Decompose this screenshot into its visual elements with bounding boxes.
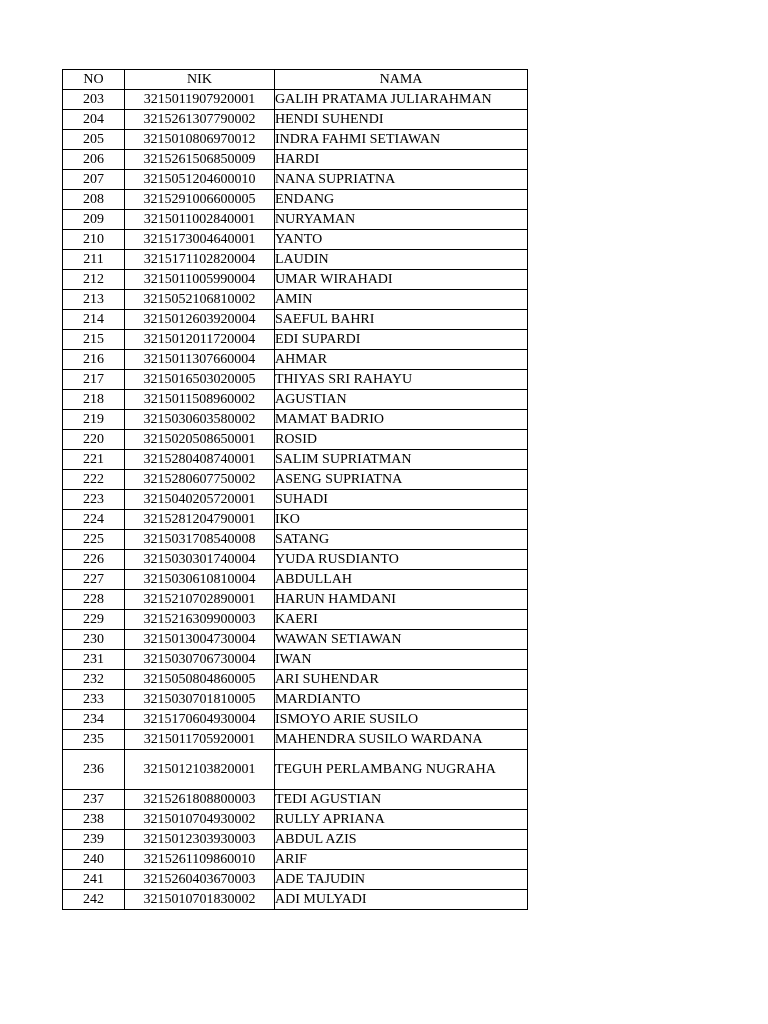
table-row — [63, 850, 528, 870]
table-row — [63, 530, 528, 550]
cell-nik: 3215280408740001 — [125, 450, 275, 470]
cell-no: 210 — [63, 230, 125, 250]
table-row — [63, 170, 528, 190]
table-row — [63, 790, 528, 810]
table-row — [63, 210, 528, 230]
cell-nama: MARDIANTO — [275, 690, 528, 710]
cell-no: 222 — [63, 470, 125, 490]
header-nik: NIK — [125, 70, 275, 90]
cell-nama: SALIM SUPRIATMAN — [275, 450, 528, 470]
cell-nama: HARDI — [275, 150, 528, 170]
table-row — [63, 630, 528, 650]
table-row — [63, 610, 528, 630]
table-row — [63, 890, 528, 910]
cell-nama: ENDANG — [275, 190, 528, 210]
cell-no: 203 — [63, 90, 125, 110]
table-row — [63, 870, 528, 890]
cell-no: 213 — [63, 290, 125, 310]
cell-no: 215 — [63, 330, 125, 350]
cell-nik: 3215010701830002 — [125, 890, 275, 910]
cell-nik: 3215012603920004 — [125, 310, 275, 330]
table-row — [63, 750, 528, 790]
data-table — [62, 69, 528, 910]
cell-nama: EDI SUPARDI — [275, 330, 528, 350]
cell-nama: NANA SUPRIATNA — [275, 170, 528, 190]
cell-nik: 3215051204600010 — [125, 170, 275, 190]
cell-no: 211 — [63, 250, 125, 270]
cell-nik: 3215012103820001 — [125, 750, 275, 790]
table-row — [63, 130, 528, 150]
table-row — [63, 430, 528, 450]
cell-nik: 3215281204790001 — [125, 510, 275, 530]
cell-nama: UMAR WIRAHADI — [275, 270, 528, 290]
cell-nik: 3215011907920001 — [125, 90, 275, 110]
table-row — [63, 310, 528, 330]
table-row — [63, 410, 528, 430]
cell-nama: ROSID — [275, 430, 528, 450]
cell-nik: 3215030706730004 — [125, 650, 275, 670]
cell-nama: ADI MULYADI — [275, 890, 528, 910]
table-row — [63, 250, 528, 270]
cell-nama: WAWAN SETIAWAN — [275, 630, 528, 650]
cell-nik: 3215040205720001 — [125, 490, 275, 510]
cell-nik: 3215173004640001 — [125, 230, 275, 250]
table-row — [63, 570, 528, 590]
cell-no: 220 — [63, 430, 125, 450]
cell-nik: 3215050804860005 — [125, 670, 275, 690]
cell-no: 234 — [63, 710, 125, 730]
cell-nama: AHMAR — [275, 350, 528, 370]
cell-no: 214 — [63, 310, 125, 330]
cell-nama: GALIH PRATAMA JULIARAHMAN — [275, 90, 528, 110]
cell-no: 207 — [63, 170, 125, 190]
cell-nik: 3215030603580002 — [125, 410, 275, 430]
cell-nik: 3215013004730004 — [125, 630, 275, 650]
cell-nik: 3215261808800003 — [125, 790, 275, 810]
cell-nik: 3215291006600005 — [125, 190, 275, 210]
table-row — [63, 110, 528, 130]
table-row — [63, 550, 528, 570]
cell-no: 205 — [63, 130, 125, 150]
table-row — [63, 330, 528, 350]
cell-nama: AMIN — [275, 290, 528, 310]
table-row — [63, 290, 528, 310]
cell-no: 238 — [63, 810, 125, 830]
cell-nik: 3215170604930004 — [125, 710, 275, 730]
table-row — [63, 510, 528, 530]
cell-nama: YANTO — [275, 230, 528, 250]
cell-nik: 3215010704930002 — [125, 810, 275, 830]
cell-no: 218 — [63, 390, 125, 410]
header-no: NO — [63, 70, 125, 90]
table-row — [63, 670, 528, 690]
cell-nama: ARIF — [275, 850, 528, 870]
cell-nik: 3215012011720004 — [125, 330, 275, 350]
cell-no: 219 — [63, 410, 125, 430]
cell-nik: 3215011002840001 — [125, 210, 275, 230]
table-header — [63, 70, 528, 90]
cell-nik: 3215261506850009 — [125, 150, 275, 170]
table-row — [63, 450, 528, 470]
cell-no: 227 — [63, 570, 125, 590]
cell-no: 231 — [63, 650, 125, 670]
table-row — [63, 190, 528, 210]
cell-no: 237 — [63, 790, 125, 810]
cell-nama: ABDUL AZIS — [275, 830, 528, 850]
cell-nama: MAHENDRA SUSILO WARDANA — [275, 730, 528, 750]
cell-nama: LAUDIN — [275, 250, 528, 270]
header-nama: NAMA — [275, 70, 528, 90]
cell-nama: HARUN HAMDANI — [275, 590, 528, 610]
cell-nik: 3215020508650001 — [125, 430, 275, 450]
table-row — [63, 230, 528, 250]
table-row — [63, 350, 528, 370]
cell-nama: ISMOYO ARIE SUSILO — [275, 710, 528, 730]
cell-no: 228 — [63, 590, 125, 610]
cell-nama: KAERI — [275, 610, 528, 630]
cell-nik: 3215011307660004 — [125, 350, 275, 370]
cell-nik: 3215031708540008 — [125, 530, 275, 550]
cell-nama: ADE TAJUDIN — [275, 870, 528, 890]
cell-nik: 3215011005990004 — [125, 270, 275, 290]
table-row — [63, 710, 528, 730]
cell-nik: 3215012303930003 — [125, 830, 275, 850]
cell-no: 236 — [63, 750, 125, 790]
cell-no: 239 — [63, 830, 125, 850]
cell-nik: 3215030701810005 — [125, 690, 275, 710]
cell-no: 235 — [63, 730, 125, 750]
cell-no: 217 — [63, 370, 125, 390]
cell-nama: IKO — [275, 510, 528, 530]
table-row — [63, 730, 528, 750]
cell-nama: TEDI AGUSTIAN — [275, 790, 528, 810]
cell-nama: AGUSTIAN — [275, 390, 528, 410]
cell-nik: 3215260403670003 — [125, 870, 275, 890]
table-row — [63, 590, 528, 610]
cell-nik: 3215030610810004 — [125, 570, 275, 590]
cell-nama: ASENG SUPRIATNA — [275, 470, 528, 490]
cell-no: 206 — [63, 150, 125, 170]
cell-nama: INDRA FAHMI SETIAWAN — [275, 130, 528, 150]
table-row — [63, 810, 528, 830]
cell-no: 229 — [63, 610, 125, 630]
cell-nik: 3215011508960002 — [125, 390, 275, 410]
cell-no: 225 — [63, 530, 125, 550]
cell-nik: 3215030301740004 — [125, 550, 275, 570]
cell-nik: 3215261307790002 — [125, 110, 275, 130]
table-row — [63, 830, 528, 850]
cell-nama: SAEFUL BAHRI — [275, 310, 528, 330]
cell-no: 216 — [63, 350, 125, 370]
cell-no: 224 — [63, 510, 125, 530]
cell-nik: 3215011705920001 — [125, 730, 275, 750]
cell-nama: ARI SUHENDAR — [275, 670, 528, 690]
cell-no: 221 — [63, 450, 125, 470]
cell-nik: 3215016503020005 — [125, 370, 275, 390]
cell-no: 208 — [63, 190, 125, 210]
cell-no: 209 — [63, 210, 125, 230]
cell-nik: 3215210702890001 — [125, 590, 275, 610]
cell-no: 204 — [63, 110, 125, 130]
cell-nik: 3215010806970012 — [125, 130, 275, 150]
cell-nama: THIYAS SRI RAHAYU — [275, 370, 528, 390]
table-row — [63, 470, 528, 490]
cell-no: 233 — [63, 690, 125, 710]
cell-nama: SUHADI — [275, 490, 528, 510]
cell-nik: 3215261109860010 — [125, 850, 275, 870]
cell-no: 226 — [63, 550, 125, 570]
cell-nik: 3215052106810002 — [125, 290, 275, 310]
cell-nama: MAMAT BADRIO — [275, 410, 528, 430]
table-row — [63, 390, 528, 410]
cell-nama: IWAN — [275, 650, 528, 670]
cell-nama: SATANG — [275, 530, 528, 550]
table-row — [63, 270, 528, 290]
table-row — [63, 650, 528, 670]
table-row — [63, 690, 528, 710]
cell-nik: 3215216309900003 — [125, 610, 275, 630]
cell-nama: ABDULLAH — [275, 570, 528, 590]
table-body — [63, 90, 528, 910]
cell-nama: NURYAMAN — [275, 210, 528, 230]
cell-nama: HENDI SUHENDI — [275, 110, 528, 130]
cell-nama: TEGUH PERLAMBANG NUGRAHA — [275, 750, 528, 790]
cell-no: 212 — [63, 270, 125, 290]
cell-nama: RULLY APRIANA — [275, 810, 528, 830]
cell-no: 223 — [63, 490, 125, 510]
table-row — [63, 490, 528, 510]
table-row — [63, 370, 528, 390]
cell-no: 230 — [63, 630, 125, 650]
cell-nik: 3215171102820004 — [125, 250, 275, 270]
cell-nik: 3215280607750002 — [125, 470, 275, 490]
cell-nama: YUDA RUSDIANTO — [275, 550, 528, 570]
table-row — [63, 150, 528, 170]
cell-no: 232 — [63, 670, 125, 690]
cell-no: 240 — [63, 850, 125, 870]
table-row — [63, 90, 528, 110]
header-row — [63, 70, 528, 90]
cell-no: 242 — [63, 890, 125, 910]
cell-no: 241 — [63, 870, 125, 890]
